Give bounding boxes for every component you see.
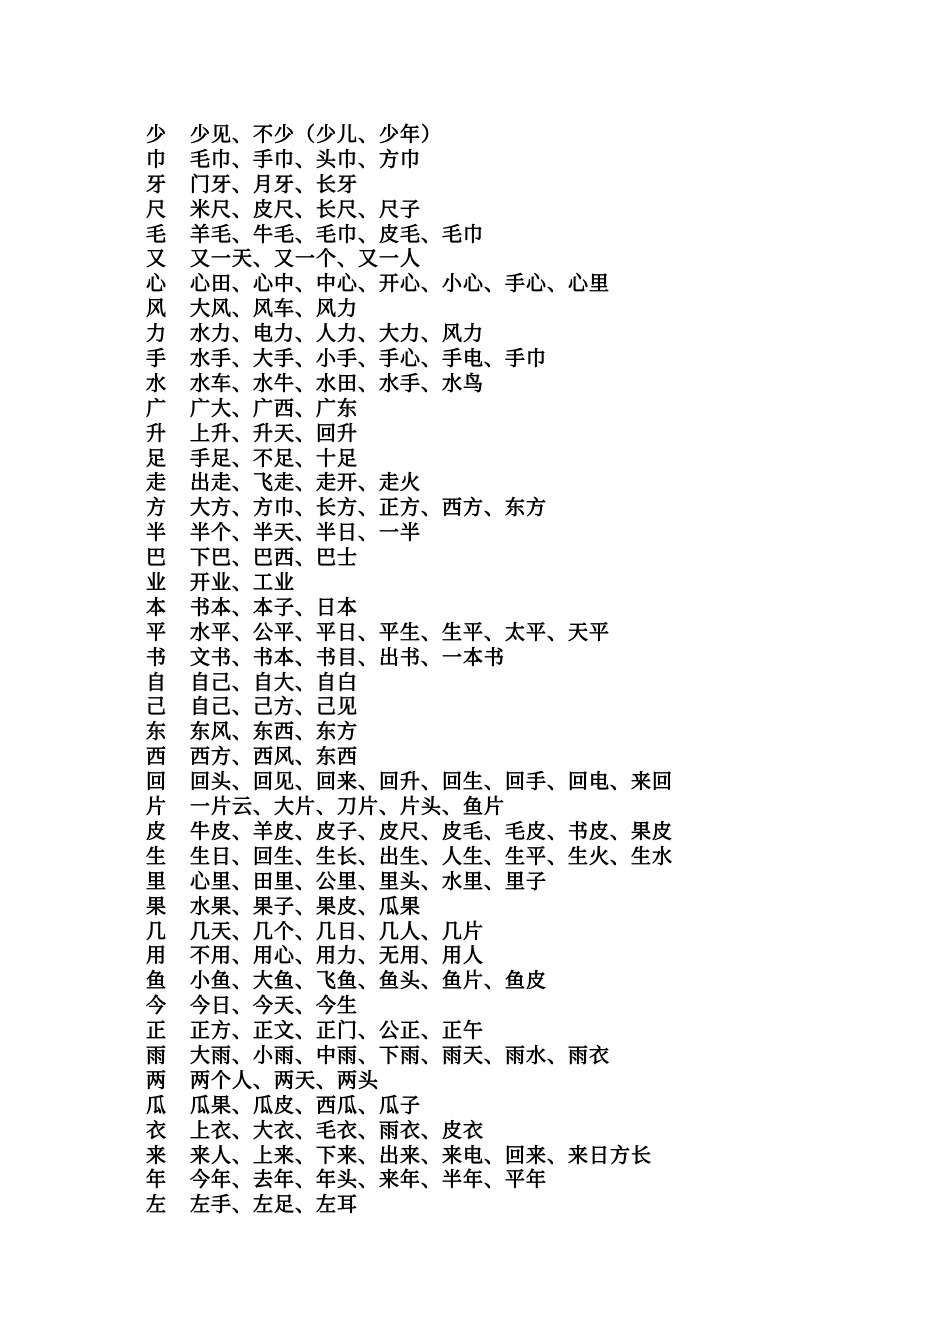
entry-character: 足 [146, 445, 166, 470]
entry-character: 来 [146, 1142, 166, 1167]
entry-character: 水 [146, 370, 166, 395]
entry-character: 巾 [146, 146, 166, 171]
list-item [146, 172, 866, 197]
entry-character: 雨 [146, 1042, 166, 1067]
list-item [146, 620, 866, 645]
list-item [146, 744, 866, 769]
entry-character: 平 [146, 619, 166, 644]
entry-character: 半 [146, 520, 166, 545]
entry-words: 少见、不少（少儿、少年） [190, 122, 442, 146]
entry-character: 风 [146, 296, 166, 321]
entry-words: 水力、电力、人力、大力、风力 [190, 321, 484, 346]
entry-character: 果 [146, 893, 166, 918]
list-item [146, 371, 866, 396]
entry-words: 下巴、巴西、巴士 [190, 545, 358, 570]
word-list [146, 122, 866, 1217]
entry-character: 鱼 [146, 968, 166, 993]
entry-words: 大雨、小雨、中雨、下雨、雨天、雨水、雨衣 [190, 1042, 610, 1067]
entry-words: 今日、今天、今生 [190, 993, 358, 1018]
list-item [146, 570, 866, 595]
list-item [146, 819, 866, 844]
list-item [146, 1192, 866, 1217]
entry-words: 一片云、大片、刀片、片头、鱼片 [190, 794, 505, 819]
list-item [146, 595, 866, 620]
entry-character: 方 [146, 495, 166, 520]
list-item [146, 993, 866, 1018]
entry-words: 手足、不足、十足 [190, 445, 358, 470]
list-item [146, 719, 866, 744]
entry-character: 牙 [146, 171, 166, 196]
list-item [146, 246, 866, 271]
list-item [146, 396, 866, 421]
list-item [146, 1167, 866, 1192]
entry-character: 毛 [146, 221, 166, 246]
list-item [146, 321, 866, 346]
list-item [146, 919, 866, 944]
entry-character: 业 [146, 570, 166, 595]
entry-words: 自己、己方、己见 [190, 694, 358, 719]
entry-character: 用 [146, 943, 166, 968]
list-item [146, 670, 866, 695]
list-item [146, 545, 866, 570]
entry-character: 西 [146, 744, 166, 769]
list-item [146, 421, 866, 446]
entry-character: 巴 [146, 545, 166, 570]
entry-words: 今年、去年、年头、来年、半年、平年 [190, 1167, 547, 1192]
list-item [146, 794, 866, 819]
entry-character: 生 [146, 843, 166, 868]
list-item [146, 495, 866, 520]
list-item [146, 769, 866, 794]
list-item [146, 844, 866, 869]
list-item [146, 446, 866, 471]
entry-words: 回头、回见、回来、回升、回生、回手、回电、来回 [190, 769, 673, 794]
entry-words: 水果、果子、果皮、瓜果 [190, 893, 421, 918]
entry-character: 少 [146, 122, 166, 146]
entry-character: 两 [146, 1067, 166, 1092]
entry-words: 文书、书本、书目、出书、一本书 [190, 644, 505, 669]
list-item [146, 222, 866, 247]
list-item [146, 147, 866, 172]
entry-character: 左 [146, 1192, 166, 1217]
entry-words: 小鱼、大鱼、飞鱼、鱼头、鱼片、鱼皮 [190, 968, 547, 993]
entry-character: 东 [146, 719, 166, 744]
list-item [146, 869, 866, 894]
entry-words: 毛巾、手巾、头巾、方巾 [190, 146, 421, 171]
entry-words: 来人、上来、下来、出来、来电、回来、来日方长 [190, 1142, 652, 1167]
entry-character: 衣 [146, 1117, 166, 1142]
entry-words: 心田、心中、中心、开心、小心、手心、心里 [190, 271, 610, 296]
entry-words: 米尺、皮尺、长尺、尺子 [190, 196, 421, 221]
list-item [146, 1043, 866, 1068]
entry-words: 水车、水牛、水田、水手、水鸟 [190, 370, 484, 395]
entry-words: 正方、正文、正门、公正、正午 [190, 1018, 484, 1043]
entry-character: 力 [146, 321, 166, 346]
list-item [146, 645, 866, 670]
entry-words: 门牙、月牙、长牙 [190, 171, 358, 196]
list-item [146, 296, 866, 321]
entry-character: 广 [146, 395, 166, 420]
entry-character: 又 [146, 246, 166, 271]
list-item [146, 122, 866, 147]
entry-words: 东风、东西、东方 [190, 719, 358, 744]
entry-character: 今 [146, 993, 166, 1018]
entry-words: 牛皮、羊皮、皮子、皮尺、皮毛、毛皮、书皮、果皮 [190, 818, 673, 843]
entry-character: 尺 [146, 196, 166, 221]
entry-character: 升 [146, 420, 166, 445]
entry-character: 几 [146, 918, 166, 943]
list-item [146, 1143, 866, 1168]
entry-words: 广大、广西、广东 [190, 395, 358, 420]
list-item [146, 1068, 866, 1093]
entry-words: 水平、公平、平日、平生、生平、太平、天平 [190, 619, 610, 644]
entry-character: 年 [146, 1167, 166, 1192]
list-item [146, 346, 866, 371]
entry-character: 走 [146, 470, 166, 495]
list-item [146, 470, 866, 495]
list-item [146, 968, 866, 993]
entry-words: 瓜果、瓜皮、西瓜、瓜子 [190, 1092, 421, 1117]
entry-words: 羊毛、牛毛、毛巾、皮毛、毛巾 [190, 221, 484, 246]
entry-words: 水手、大手、小手、手心、手电、手巾 [190, 346, 547, 371]
entry-character: 正 [146, 1018, 166, 1043]
list-item [146, 271, 866, 296]
entry-words: 心里、田里、公里、里头、水里、里子 [190, 868, 547, 893]
entry-words: 开业、工业 [190, 570, 295, 595]
entry-words: 自己、自大、自白 [190, 669, 358, 694]
entry-character: 自 [146, 669, 166, 694]
entry-character: 片 [146, 794, 166, 819]
list-item [146, 694, 866, 719]
list-item [146, 197, 866, 222]
entry-character: 书 [146, 644, 166, 669]
entry-words: 两个人、两天、两头 [190, 1067, 379, 1092]
entry-words: 出走、飞走、走开、走火 [190, 470, 421, 495]
entry-words: 上升、升天、回升 [190, 420, 358, 445]
entry-character: 皮 [146, 818, 166, 843]
list-item [146, 1118, 866, 1143]
list-item [146, 943, 866, 968]
entry-words: 书本、本子、日本 [190, 594, 358, 619]
entry-words: 半个、半天、半日、一半 [190, 520, 421, 545]
entry-words: 大方、方巾、长方、正方、西方、东方 [190, 495, 547, 520]
entry-character: 心 [146, 271, 166, 296]
list-item [146, 1018, 866, 1043]
entry-character: 瓜 [146, 1092, 166, 1117]
entry-words: 几天、几个、几日、几人、几片 [190, 918, 484, 943]
entry-character: 手 [146, 346, 166, 371]
list-item [146, 520, 866, 545]
entry-words: 大风、风车、风力 [190, 296, 358, 321]
entry-words: 不用、用心、用力、无用、用人 [190, 943, 484, 968]
entry-character: 本 [146, 594, 166, 619]
entry-words: 上衣、大衣、毛衣、雨衣、皮衣 [190, 1117, 484, 1142]
entry-words: 西方、西风、东西 [190, 744, 358, 769]
entry-words: 生日、回生、生长、出生、人生、生平、生火、生水 [190, 843, 673, 868]
entry-character: 回 [146, 769, 166, 794]
list-item [146, 894, 866, 919]
entry-words: 又一天、又一个、又一人 [190, 246, 421, 271]
entry-character: 里 [146, 868, 166, 893]
entry-character: 己 [146, 694, 166, 719]
list-item [146, 1093, 866, 1118]
entry-words: 左手、左足、左耳 [190, 1192, 358, 1217]
